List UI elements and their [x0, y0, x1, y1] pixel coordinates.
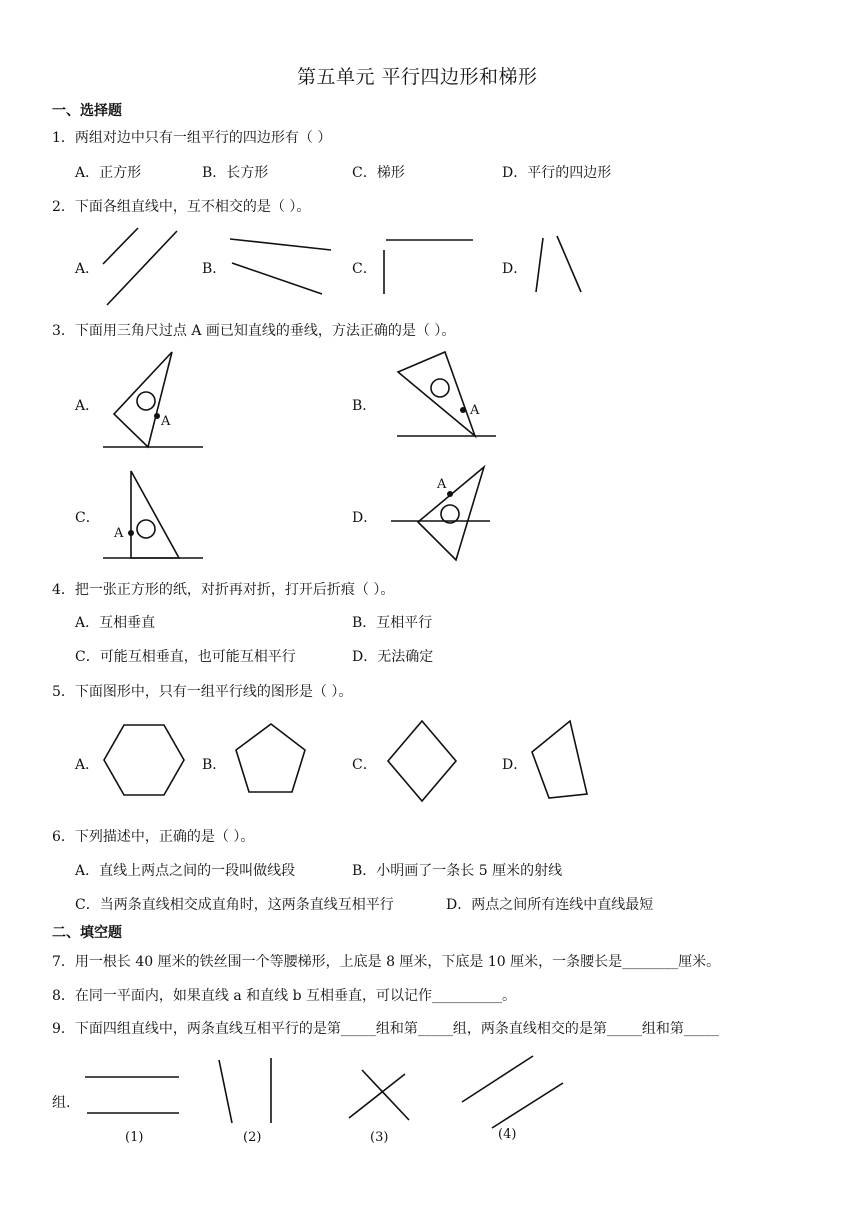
- q5-trapezoid: [532, 721, 587, 798]
- q1-option-a: A．正方形: [75, 165, 142, 181]
- q6-option-c: C．当两条直线相交成直角时，这两条直线互相平行: [75, 897, 394, 913]
- q9-label-3: (3): [370, 1130, 389, 1145]
- q4-option-c: C．可能互相垂直，也可能互相平行: [75, 649, 296, 665]
- q9-group-3: [349, 1070, 409, 1145]
- q5-option-a: A．: [75, 757, 100, 773]
- q9-label-2: (2): [243, 1130, 262, 1145]
- q6-option-d: D．两点之间所有连线中直线最短: [446, 897, 654, 913]
- page-title: 第五单元 平行四边形和梯形: [297, 66, 538, 88]
- q3d-point-label: A: [437, 477, 447, 492]
- q5-hexagon: [104, 725, 184, 795]
- q9-label-4: (4): [498, 1127, 517, 1142]
- q2-option-c: C．: [352, 261, 377, 277]
- q3-option-b: B．: [352, 398, 377, 414]
- question-2-stem: 2．下面各组直线中，互不相交的是（ ）。: [52, 199, 311, 215]
- q2-figure-d: [536, 236, 581, 292]
- q3-figure-c: [103, 471, 203, 558]
- q2-option-a: A．: [75, 261, 100, 277]
- q3-option-d: D．: [352, 510, 378, 526]
- q5-option-d: D．: [502, 757, 528, 773]
- q3-figure-d: [391, 467, 490, 560]
- q5-pentagon: [236, 724, 305, 792]
- q3-figure-a: [103, 352, 203, 447]
- q9-label-1: (1): [125, 1130, 144, 1145]
- q1-option-b: B．长方形: [202, 165, 269, 181]
- q2-option-d: D．: [502, 261, 528, 277]
- q5-option-b: B．: [202, 757, 227, 773]
- q4-option-b: B．互相平行: [352, 615, 433, 631]
- q6-option-b: B．小明画了一条长 5 厘米的射线: [352, 863, 563, 879]
- q3c-point-label: A: [114, 526, 124, 541]
- q9-group-1: [85, 1077, 179, 1145]
- q4-option-d: D．无法确定: [352, 649, 434, 665]
- q3a-point-label: A: [161, 414, 171, 429]
- q9-group-2: [219, 1058, 271, 1145]
- q9-group-4: [462, 1056, 563, 1142]
- question-5-stem: 5．下面图形中，只有一组平行线的图形是（ ）。: [52, 684, 353, 700]
- question-9-stem: 9．下面四组直线中，两条直线互相平行的是第_____组和第_____组，两条直线相交的是第_____组和第_____: [52, 1021, 719, 1037]
- q5-rhombus: [388, 721, 456, 801]
- question-6-stem: 6．下列描述中，正确的是（ ）。: [52, 829, 255, 845]
- q2-figure-c: [384, 240, 473, 294]
- q2-figure-b: [230, 239, 331, 294]
- section-heading-fill: 二、填空题: [52, 925, 122, 941]
- q1-option-d: D．平行的四边形: [502, 165, 612, 181]
- question-1-stem: 1．两组对边中只有一组平行的四边形有（ ）: [52, 130, 332, 146]
- question-8-stem: 8．在同一平面内，如果直线 a 和直线 b 互相垂直，可以记作__________。: [52, 988, 517, 1004]
- q3-figure-b: [397, 352, 496, 436]
- q5-option-c: C．: [352, 757, 377, 773]
- q1-option-c: C．梯形: [352, 165, 405, 181]
- question-3-stem: 3．下面用三角尺过点 A 画已知直线的垂线，方法正确的是（ ）。: [52, 323, 456, 339]
- q3-option-c: C．: [75, 510, 100, 526]
- question-9-tail: 组.: [52, 1095, 71, 1111]
- q4-option-a: A．互相垂直: [75, 615, 156, 631]
- q3-option-a: A．: [75, 398, 100, 414]
- question-7-stem: 7．用一根长 40 厘米的铁丝围一个等腰梯形，上底是 8 厘米，下底是 10 厘米，一条腰长是________厘米。: [52, 954, 721, 970]
- q2-figure-a: [103, 228, 177, 305]
- q2-option-b: B．: [202, 261, 227, 277]
- section-heading-choice: 一、选择题: [52, 103, 122, 119]
- q6-option-a: A．直线上两点之间的一段叫做线段: [75, 863, 296, 879]
- q3b-point-label: A: [470, 403, 480, 418]
- question-4-stem: 4．把一张正方形的纸，对折再对折，打开后折痕（ ）。: [52, 582, 395, 598]
